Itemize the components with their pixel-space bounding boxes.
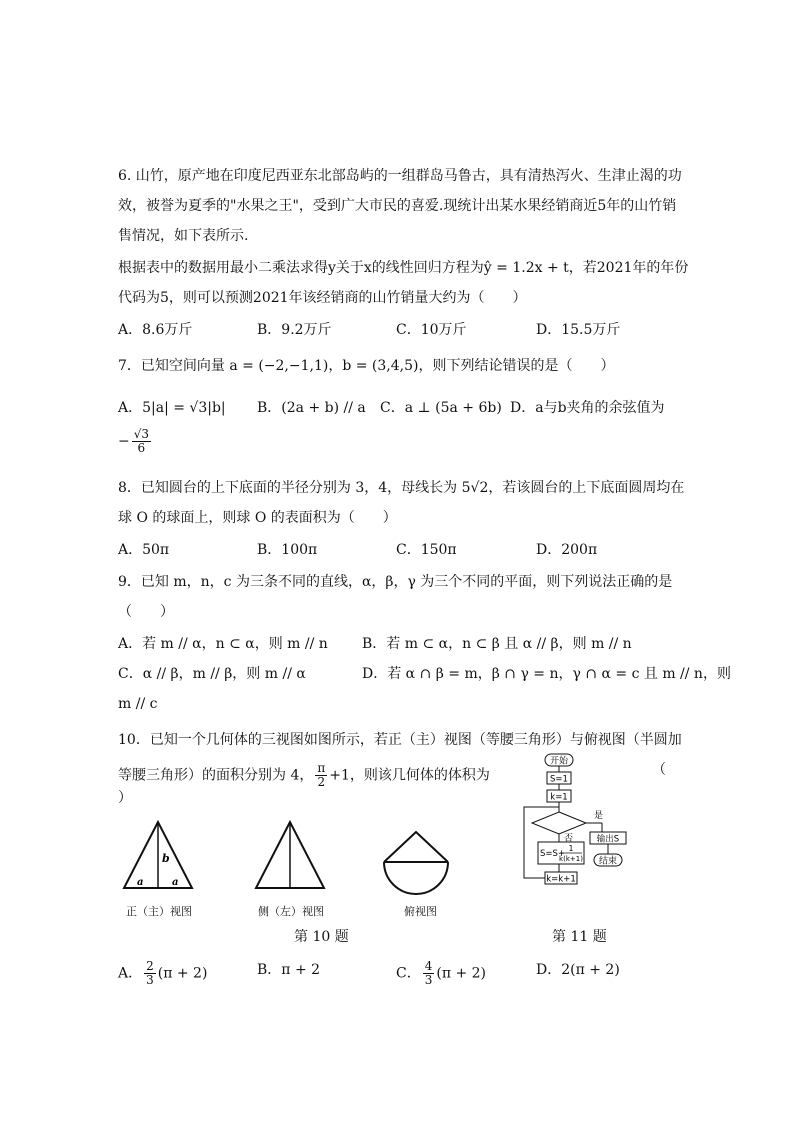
- q10-option-c-tail: (π + 2): [436, 965, 487, 982]
- q10-option-c-label: C．: [396, 965, 421, 982]
- figure-11-caption: 第 11 题: [552, 929, 607, 945]
- figure-10-caption: 第 10 题: [294, 929, 349, 945]
- flow-start-label: 开始: [549, 756, 569, 767]
- top-view-figure: [378, 826, 454, 898]
- q7-fraction: [132, 428, 151, 455]
- q8-option-b: B．100π: [257, 542, 318, 558]
- q7-option-a: A．5|a| = √3|b|: [118, 400, 226, 416]
- q9-option-c: C．α // β，m // β，则 m // α: [118, 666, 306, 682]
- q10-option-a-fraction: [144, 960, 156, 987]
- q10-line-2-head: 等腰三角形）的面积分别为 4，: [118, 767, 314, 784]
- q10-fraction: [315, 762, 327, 789]
- q10-option-d-text: 2(π + 2): [561, 962, 620, 978]
- q10-option-c: [396, 960, 486, 987]
- q10-option-a: [118, 960, 207, 987]
- q6-line-3: 售情况，如下表所示.: [118, 228, 249, 244]
- front-view-figure: [120, 818, 196, 890]
- q10-option-a-label: A．: [118, 965, 143, 982]
- flow-end-label: 结束: [598, 856, 618, 867]
- label-a-left: a: [137, 877, 144, 888]
- q7-fraction-denominator: 6: [137, 441, 146, 455]
- q8-option-c: C．150π: [396, 542, 457, 558]
- q7-minus-sign: −: [118, 433, 130, 450]
- q6-line-4: 根据表中的数据用最小二乘法求得y关于x的线性回归方程为ŷ = 1.2x + t，若2021年的年份: [118, 260, 689, 276]
- q10-option-a-denominator: 3: [146, 973, 154, 987]
- q7-option-b: B．(2a + b) // a: [257, 400, 366, 416]
- flow-update-k-label: k=k+1: [546, 874, 576, 885]
- q10-option-a-numerator: 2: [146, 959, 154, 973]
- q10-option-c-numerator: 4: [424, 959, 433, 973]
- q10-option-d: [536, 960, 620, 980]
- flow-decision-node: [532, 812, 586, 834]
- q10-option-c-fraction: [423, 960, 435, 987]
- q10-option-b-label: B．: [257, 962, 282, 978]
- q6-line-5: 代码为5，则可以预测2021年该经销商的山竹销量大约为（ ）: [118, 290, 527, 306]
- flow-update-s-label: S=S+: [540, 849, 566, 859]
- flow-update-numerator: 1: [568, 844, 574, 853]
- q10-fraction-denominator: 2: [317, 775, 326, 789]
- side-view-caption: 侧（左）视图: [258, 905, 324, 918]
- q8-option-a: A．50π: [118, 542, 170, 558]
- q10-fraction-numerator: π: [317, 761, 326, 775]
- q9-line-2: （ ）: [118, 604, 174, 620]
- flow-update-denominator: k(k+1): [559, 855, 583, 863]
- label-a-right: a: [172, 877, 179, 888]
- q6-line-2: 效，被誉为夏季的"水果之王"，受到广大市民的喜爱.现统计出某水果经销商近5年的山竹销: [118, 198, 677, 214]
- q10-paren-close: ）: [118, 790, 132, 806]
- flowchart-figure: [520, 752, 640, 890]
- q10-option-b: [257, 960, 320, 980]
- q9-option-b: B．若 m ⊂ α，n ⊂ β 且 α // β，则 m // n: [362, 636, 632, 652]
- q6-line-1: 6. 山竹，原产地在印度尼西亚东北部岛屿的一组群岛马鲁古，具有清热泻火、生津止渴的功: [118, 168, 682, 184]
- q6-option-b: B．9.2万斤: [257, 322, 332, 338]
- q9-option-a: A．若 m // α，n ⊂ α，则 m // n: [118, 636, 328, 652]
- q10-paren-open: （: [652, 762, 666, 778]
- flow-yes-label: 是: [594, 811, 604, 821]
- q10-option-a-tail: (π + 2): [157, 965, 208, 982]
- flow-init-s-label: S=1: [550, 774, 568, 785]
- q10-option-d-label: D．: [536, 962, 562, 978]
- q9-option-d: D．若 α ∩ β = m，β ∩ γ = n，γ ∩ α = c 且 m // n，则: [362, 666, 731, 682]
- q6-option-a: A．8.6万斤: [118, 322, 193, 338]
- top-view-triangle: [384, 832, 448, 862]
- q9-option-d-continued: m // c: [118, 696, 158, 712]
- q10-line-2: [118, 762, 490, 789]
- flow-output-label: 输出S: [596, 834, 620, 845]
- q7-option-c: C．a ⊥ (5a + 6b): [380, 400, 502, 416]
- q6-option-d: D．15.5万斤: [536, 322, 621, 338]
- q7-fraction-numerator: √3: [133, 427, 150, 441]
- q8-line-2: 球 O 的球面上，则球 O 的表面积为（ ）: [118, 510, 397, 526]
- top-view-caption: 俯视图: [404, 905, 437, 918]
- label-b: b: [162, 852, 170, 865]
- q10-line-2-tail: +1，则该几何体的体积为: [329, 767, 490, 784]
- front-view-caption: 正（主）视图: [126, 905, 192, 918]
- q10-option-c-denominator: 3: [424, 973, 433, 987]
- side-view-figure: [252, 818, 328, 890]
- q9-line-1: 9．已知 m，n，c 为三条不同的直线，α，β，γ 为三个不同的平面，则下列说法正确的是: [118, 574, 673, 590]
- q10-line-1: 10．已知一个几何体的三视图如图所示，若正（主）视图（等腰三角形）与俯视图（半圆加: [118, 732, 682, 748]
- flow-no-label: 否: [564, 834, 574, 844]
- q7-option-d: D．a与b夹角的余弦值为: [510, 400, 665, 416]
- q8-option-d: D．200π: [536, 542, 598, 558]
- q7-stem: 7．已知空间向量 a = (−2,−1,1)，b = (3,4,5)，则下列结论错误的是（ ）: [118, 358, 615, 374]
- q10-option-b-text: π + 2: [281, 962, 321, 978]
- q6-option-c: C．10万斤: [396, 322, 467, 338]
- top-view-semicircle: [384, 862, 448, 894]
- q8-line-1: 8．已知圆台的上下底面的半径分别为 3，4，母线长为 5√2，若该圆台的上下底面圆周均在: [118, 480, 685, 496]
- q7-option-d-fraction: [118, 428, 153, 455]
- flow-init-k-label: k=1: [550, 792, 568, 803]
